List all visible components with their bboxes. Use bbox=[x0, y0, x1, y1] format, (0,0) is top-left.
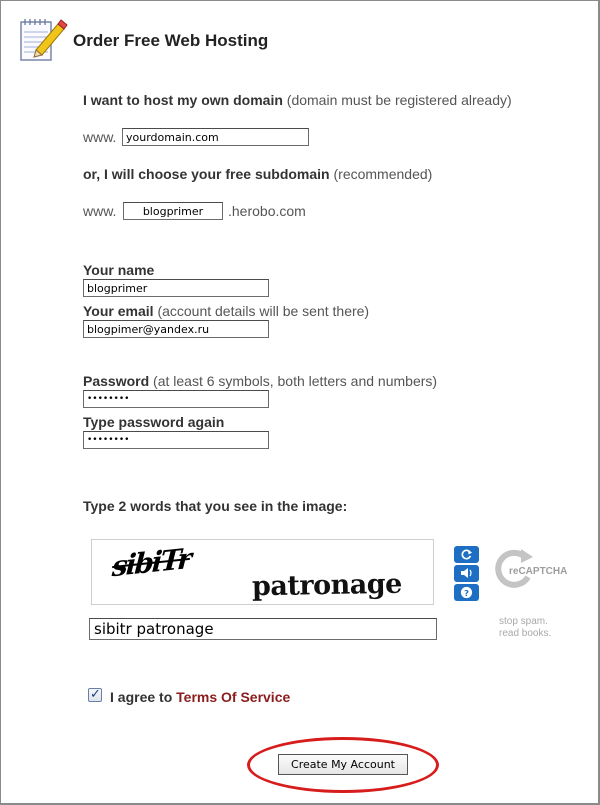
terms-checkbox[interactable] bbox=[88, 688, 102, 702]
terms-agree-row bbox=[110, 689, 290, 705]
terms-of-service-link[interactable]: Terms Of Service bbox=[176, 689, 291, 705]
subdomain-label-text: or, I will choose your free subdomain bbox=[83, 166, 330, 182]
page-title: Order Free Web Hosting bbox=[73, 31, 269, 50]
own-domain-label-text: I want to host my own domain bbox=[83, 92, 283, 108]
captcha-answer-input[interactable]: sibitr patronage bbox=[89, 618, 437, 640]
recaptcha-brand: reCAPTCHA bbox=[509, 566, 568, 577]
terms-agree-text: I agree to bbox=[110, 689, 173, 705]
own-domain-input[interactable]: yourdomain.com bbox=[122, 128, 309, 146]
create-account-button[interactable]: Create My Account bbox=[278, 754, 408, 775]
password-label bbox=[83, 373, 437, 389]
subdomain-label bbox=[83, 166, 432, 182]
email-label bbox=[83, 303, 369, 319]
own-domain-hint: (domain must be registered already) bbox=[286, 92, 512, 108]
password-label-text: Password bbox=[83, 373, 150, 389]
captcha-word-2: patronage bbox=[251, 568, 403, 603]
password2-label: Type password again bbox=[83, 414, 225, 430]
www-prefix-sub: www. bbox=[83, 203, 117, 219]
subdomain-suffix: .herobo.com bbox=[228, 203, 306, 219]
captcha-prompt: Type 2 words that you see in the image: bbox=[83, 498, 348, 514]
recaptcha-tagline-2: read books. bbox=[499, 628, 552, 639]
help-icon[interactable] bbox=[454, 584, 479, 601]
notepad-pencil-icon bbox=[18, 16, 68, 66]
email-hint: (account details will be sent there) bbox=[157, 303, 370, 319]
email-label-text: Your email bbox=[83, 303, 154, 319]
captcha-image bbox=[91, 539, 434, 605]
subdomain-input[interactable]: blogprimer bbox=[123, 202, 223, 220]
password-hint: (at least 6 symbols, both letters and numbers) bbox=[153, 373, 438, 389]
name-label: Your name bbox=[83, 262, 155, 278]
svg-text:?: ? bbox=[464, 587, 469, 598]
captcha-word-1: sibiTr bbox=[111, 541, 192, 584]
recaptcha-tagline-1: stop spam. bbox=[499, 616, 548, 627]
audio-icon[interactable] bbox=[454, 565, 479, 582]
password2-input[interactable]: •••••••• bbox=[83, 431, 269, 449]
email-input[interactable]: blogpimer@yandex.ru bbox=[83, 320, 269, 338]
own-domain-label bbox=[83, 92, 512, 108]
refresh-icon[interactable] bbox=[454, 546, 479, 563]
password-input[interactable]: •••••••• bbox=[83, 390, 269, 408]
name-input[interactable]: blogprimer bbox=[83, 279, 269, 297]
www-prefix-own: www. bbox=[83, 129, 117, 145]
checkmark-icon: ✓ bbox=[90, 686, 101, 701]
subdomain-hint: (recommended) bbox=[333, 166, 433, 182]
